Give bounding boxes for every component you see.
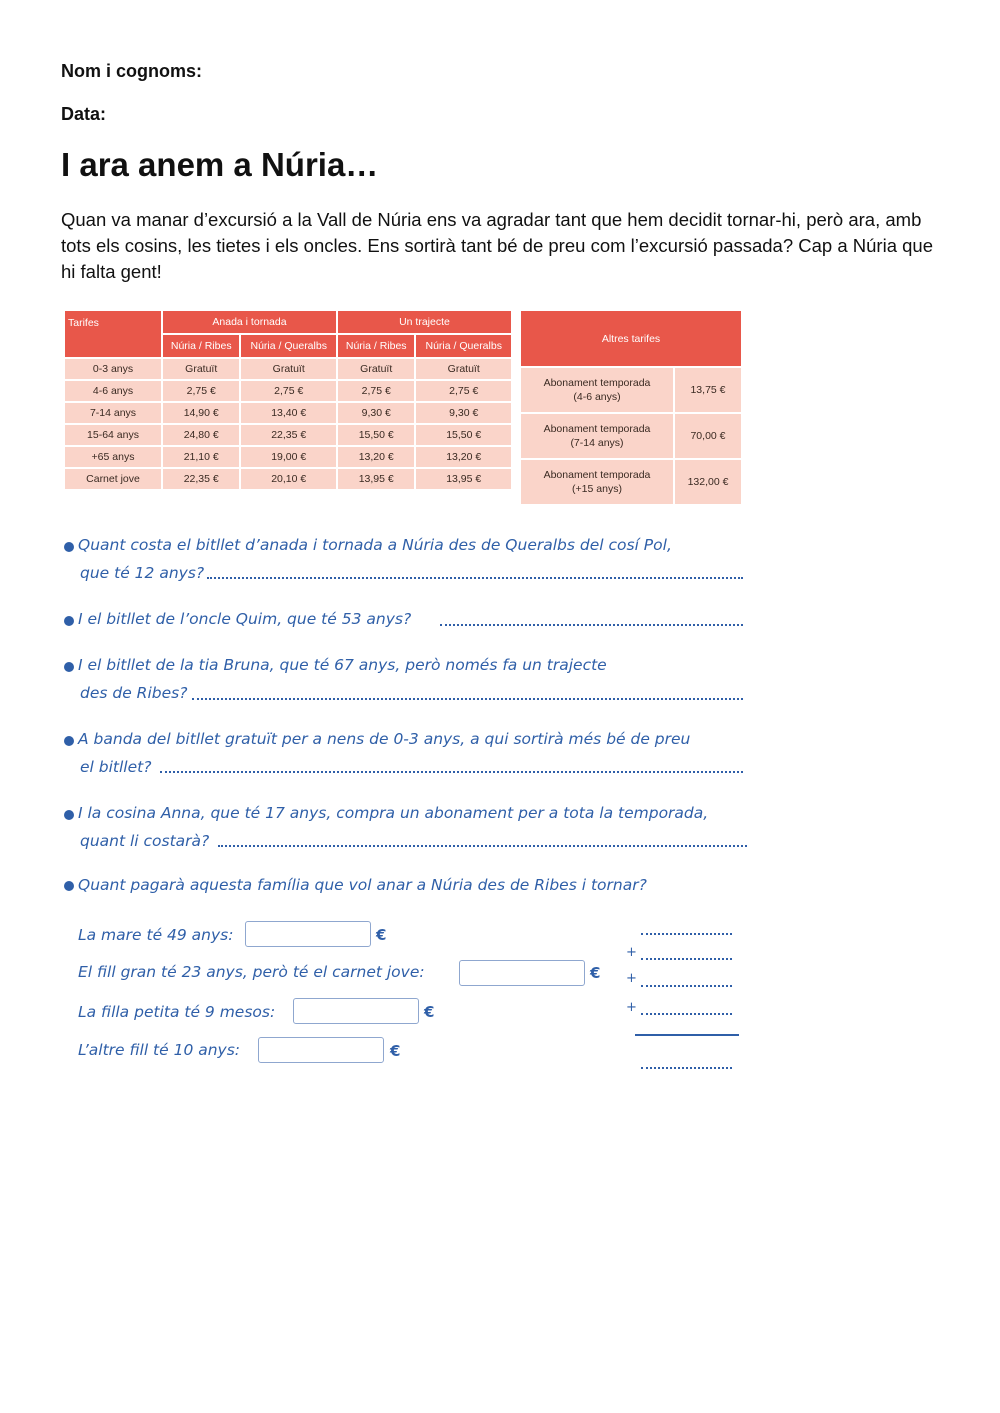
euro-sign: € [390,1042,401,1060]
table-cell: 22,35 € [241,425,336,445]
mother-price-input[interactable] [245,921,371,947]
table-cell: 15,50 € [416,425,511,445]
bullet-icon [64,810,74,820]
fare-label [521,460,673,504]
other-fares-title: Altres tarifes [521,311,741,366]
table-row [65,359,511,379]
sub-queralbs: Núria / Queralbs [241,335,336,357]
answer-line[interactable] [207,577,743,579]
sum-line[interactable] [641,1013,732,1015]
plus-sign: + [626,945,637,960]
sub-ribes: Núria / Ribes [338,335,414,357]
plus-sign: + [626,1000,637,1015]
sum-rule [635,1034,739,1036]
answer-line[interactable] [440,624,743,626]
fares-table [63,309,513,491]
question-1-line-2: que té 12 anys? [80,564,205,582]
euro-sign: € [424,1003,435,1021]
table-cell: 2,75 € [338,381,414,401]
intro-paragraph: Quan va manar d’excursió a la Vall de Núria ens va agradar tant que hem decidit tornar-hi, però ara, amb tots els cosins, les tietes i els oncles. Ens sortirà tant bé de preu com l’excursió passada? Cap a Núria que hi falta gent! [61,209,933,282]
fare-label-sub: (4-6 anys) [573,391,621,403]
fare-label-main: Abonament temporada [543,377,651,389]
daughter-label: La filla petita té 9 mesos: [78,1003,276,1021]
fare-label [521,368,673,412]
fare-label-sub: (7-14 anys) [570,437,624,449]
question-5-line-2: quant li costarà? [80,832,210,850]
table-row [65,403,511,423]
date-label: Data: [61,104,107,124]
table-row [521,460,741,504]
table-cell: 14,90 € [163,403,239,423]
row-label: 7-14 anys [65,403,161,423]
total-line[interactable] [641,1067,732,1069]
group-return: Anada i tornada [163,311,336,333]
table-cell: 22,35 € [163,469,239,489]
euro-sign: € [376,926,387,944]
plus-sign: + [626,971,637,986]
table-cell: Gratuït [241,359,336,379]
question-3-line-2: des de Ribes? [80,684,188,702]
table-cell: Gratuït [416,359,511,379]
fare-label-sub: (+15 anys) [572,483,622,495]
older-son-label: El fill gran té 23 anys, però té el carnet jove: [78,963,425,981]
question-3-line-1: I el bitllet de la tia Bruna, que té 67 anys, però només fa un trajecte [78,656,607,674]
table-cell: 2,75 € [416,381,511,401]
table-cell: 13,40 € [241,403,336,423]
name-label: Nom i cognoms: [61,61,203,81]
sum-line[interactable] [641,933,732,935]
fare-price: 13,75 € [675,368,741,412]
group-single: Un trajecte [338,311,511,333]
table-row [521,368,741,412]
question-4-line-2: el bitllet? [80,758,152,776]
answer-line[interactable] [218,845,747,847]
fare-price: 132,00 € [675,460,741,504]
bullet-icon [64,616,74,626]
other-son-price-input[interactable] [258,1037,384,1063]
table-cell: 20,10 € [241,469,336,489]
question-1-line-1: Quant costa el bitllet d’anada i tornada a Núria des de Queralbs del cosí Pol, [78,536,672,554]
table-row [65,469,511,489]
table-cell: 13,20 € [338,447,414,467]
sum-line[interactable] [641,985,732,987]
table-cell: 13,95 € [338,469,414,489]
row-label: 0-3 anys [65,359,161,379]
fare-label [521,414,673,458]
table-row [65,381,511,401]
table-cell: 24,80 € [163,425,239,445]
table-cell: 19,00 € [241,447,336,467]
page-title: I ara anem a Núria… [61,146,379,183]
sub-ribes: Núria / Ribes [163,335,239,357]
table-cell: Gratuït [163,359,239,379]
fare-price: 70,00 € [675,414,741,458]
other-fares-table [519,309,743,506]
table-cell: 2,75 € [241,381,336,401]
fare-label-main: Abonament temporada [543,469,651,481]
row-label: 4-6 anys [65,381,161,401]
table-cell: 15,50 € [338,425,414,445]
bullet-icon [64,736,74,746]
table-row [521,414,741,458]
table-cell: 13,95 € [416,469,511,489]
bullet-icon [64,662,74,672]
table-cell: 2,75 € [163,381,239,401]
answer-line[interactable] [192,698,743,700]
table-cell: 9,30 € [338,403,414,423]
table-row [65,447,511,467]
table-row [65,425,511,445]
table-cell: Gratuït [338,359,414,379]
table-cell: 13,20 € [416,447,511,467]
sum-line[interactable] [641,958,732,960]
question-5-line-1: I la cosina Anna, que té 17 anys, compra un abonament per a tota la temporada, [78,804,709,822]
question-6: Quant pagarà aquesta família que vol anar a Núria des de Ribes i tornar? [78,876,647,894]
mother-label: La mare té 49 anys: [78,926,234,944]
fare-label-main: Abonament temporada [543,423,651,435]
table-cell: 21,10 € [163,447,239,467]
sub-queralbs: Núria / Queralbs [416,335,511,357]
col-tariffs: Tarifes [65,311,161,357]
question-4-line-1: A banda del bitllet gratuït per a nens de 0-3 anys, a qui sortirà més bé de preu [78,730,691,748]
other-son-label: L’altre fill té 10 anys: [78,1041,241,1059]
older-son-price-input[interactable] [459,960,585,986]
row-label: Carnet jove [65,469,161,489]
euro-sign: € [590,964,601,982]
row-label: +65 anys [65,447,161,467]
bullet-icon [64,881,74,891]
row-label: 15-64 anys [65,425,161,445]
bullet-icon [64,542,74,552]
table-cell: 9,30 € [416,403,511,423]
answer-line[interactable] [160,771,743,773]
daughter-price-input[interactable] [293,998,419,1024]
question-2: I el bitllet de l’oncle Quim, que té 53 anys? [78,610,412,628]
